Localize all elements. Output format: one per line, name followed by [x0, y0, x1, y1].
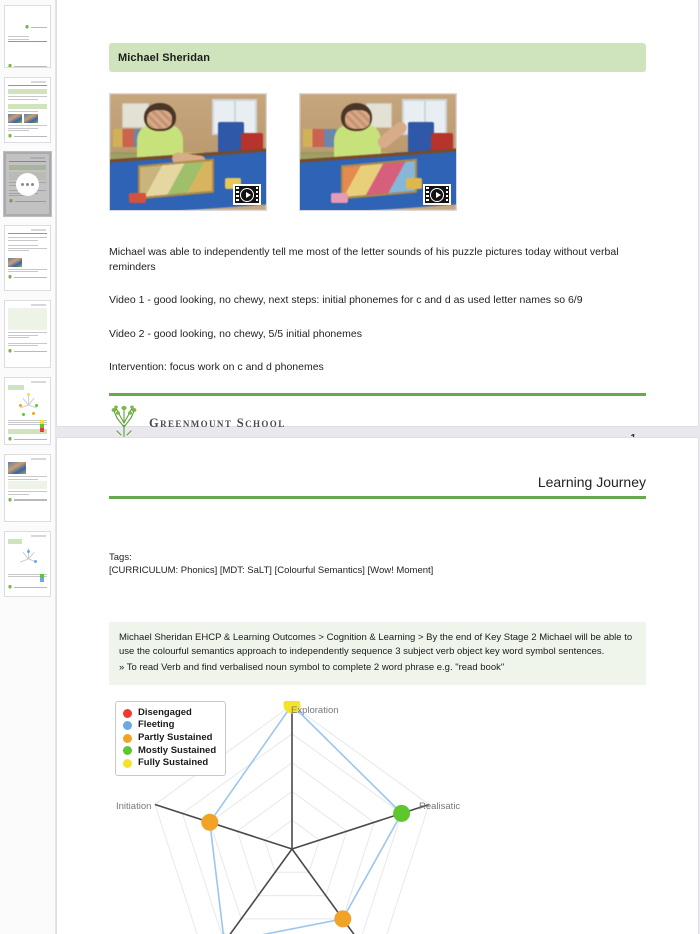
school-name: Greenmount School: [149, 416, 286, 431]
legend-color-swatch: [123, 734, 132, 743]
thumbnail-page-4[interactable]: [4, 225, 51, 291]
radar-data-point: [393, 805, 410, 822]
note-paragraph-2: Video 1 - good looking, no chewy, next steps: initial phonemes for c and d as used letter names so 6/9: [109, 294, 583, 307]
legend-item: [123, 745, 216, 758]
chart-legend: [115, 701, 226, 776]
observation-notes: [109, 245, 646, 375]
legend-item: [123, 757, 216, 770]
ehcp-outcome-sub: » To read Verb and find verbalised noun symbol to complete 2 word phrase e.g. "read book": [119, 662, 505, 674]
radar-data-point: [334, 910, 351, 927]
legend-color-swatch: [123, 759, 132, 768]
axis-label-exploration: Exploration: [291, 704, 339, 716]
legend-label: Mostly Sustained: [138, 744, 217, 756]
pages-scroll-container[interactable]: [56, 0, 700, 934]
tags-block: [109, 551, 646, 578]
legend-item: [123, 719, 216, 732]
thumbnail-mini-content: [5, 532, 50, 594]
tags-label: Tags:: [109, 551, 132, 563]
student-name: Michael Sheridan: [118, 51, 211, 64]
thumbnail-page-6[interactable]: [4, 377, 51, 445]
thumbnail-mini-content: [5, 226, 50, 284]
header-divider: [109, 496, 646, 499]
page-title: Learning Journey: [537, 474, 646, 490]
legend-label: Partly Sustained: [138, 731, 213, 743]
note-paragraph-4: Intervention: focus work on c and d phonemes: [109, 360, 324, 373]
radar-series-line: [210, 705, 402, 934]
student-name-banner: [109, 43, 646, 72]
video-thumbnail-2[interactable]: [299, 93, 457, 211]
thumbnail-page-2[interactable]: [4, 77, 51, 143]
thumbnail-mini-content: [5, 6, 50, 68]
note-paragraph-1: Michael was able to independently tell me most of the letter sounds of his puzzle pictures today without verbal reminders: [109, 246, 619, 274]
legend-label: Fully Sustained: [138, 757, 209, 769]
axis-label-initiation: Initiation: [116, 800, 152, 812]
video-thumbnails-row: [109, 93, 646, 211]
legend-label: Fleeting: [138, 719, 175, 731]
play-icon[interactable]: [423, 184, 451, 205]
thumbnail-mini-content: [5, 455, 50, 507]
legend-label: Disengaged: [138, 706, 192, 718]
loading-spinner-icon: [16, 173, 39, 196]
thumbnail-page-7[interactable]: [4, 454, 51, 522]
legend-item: [123, 707, 216, 720]
document-page-2: [56, 437, 699, 934]
thumbnail-page-5[interactable]: [4, 300, 51, 368]
ehcp-outcome-box: [109, 622, 646, 684]
thumbnail-mini-content: [5, 78, 50, 143]
thumbnail-page-1[interactable]: [4, 5, 51, 68]
axis-label-realisatic: Realisatic: [419, 800, 461, 812]
thumbnail-page-8[interactable]: [4, 531, 51, 597]
legend-color-swatch: [123, 721, 132, 730]
mini-radar-chart: [8, 546, 47, 572]
ehcp-outcome-main: Michael Sheridan EHCP & Learning Outcomes > Cognition & Learning > By the end of Key Stage 2 Michael will be able to use the colourful semantics approach to independently sequence 3 subject verb object key word symbol sentences.: [119, 632, 633, 657]
thumbnail-page-3-selected[interactable]: [4, 152, 51, 216]
radar-data-points: [201, 701, 410, 934]
thumbnail-mini-content: [5, 301, 50, 358]
thumbnail-mini-content: [5, 378, 50, 445]
video-thumbnail-1[interactable]: [109, 93, 267, 211]
tags-value: [CURRICULUM: Phonics] [MDT: SaLT] [Colourful Semantics] [Wow! Moment]: [109, 564, 434, 576]
engagement-radar-chart: [109, 701, 646, 934]
radar-data-point: [201, 814, 218, 831]
document-page-1: [56, 0, 699, 431]
mini-radar-chart: [8, 392, 47, 418]
legend-color-swatch: [123, 746, 132, 755]
play-icon[interactable]: [233, 184, 261, 205]
thumbnail-sidebar[interactable]: [0, 0, 56, 934]
legend-item: [123, 732, 216, 745]
tree-icon: [25, 25, 29, 30]
note-paragraph-3: Video 2 - good looking, no chewy, 5/5 initial phonemes: [109, 327, 362, 340]
legend-color-swatch: [123, 709, 132, 718]
